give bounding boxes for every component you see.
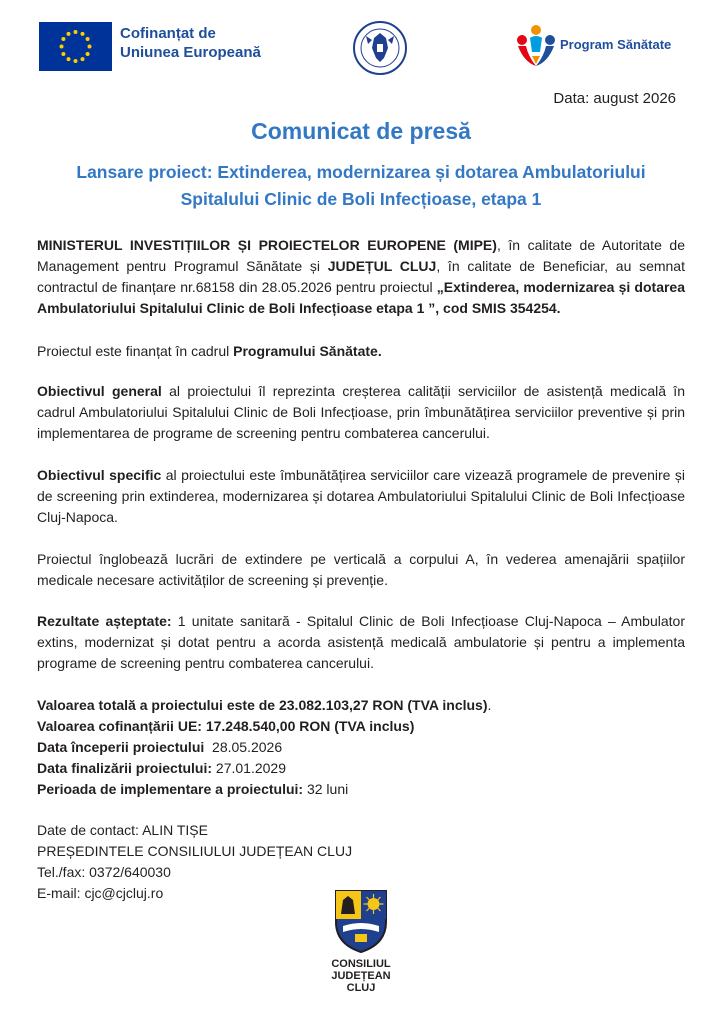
contact-email[interactable]: E-mail: cjc@cjcluj.ro — [37, 885, 164, 901]
total-value-line — [37, 695, 491, 716]
end-date-value: 27.01.2029 — [212, 760, 286, 776]
financing-paragraph — [37, 341, 685, 362]
intro-beneficiary: JUDEȚUL CLUJ — [327, 258, 437, 274]
end-date-line — [37, 758, 286, 779]
eu-value: Valoarea cofinanțării UE: 17.248.540,00 RON (TVA inclus) — [37, 718, 415, 734]
contact-phone: Tel./fax: 0372/640030 — [37, 864, 171, 880]
program-sanatate-label: Program Sănătate — [560, 37, 672, 52]
date-label: Data: august 2026 — [553, 90, 676, 107]
eu-text-line2: Uniunea Europeană — [120, 44, 261, 61]
works-paragraph: Proiectul înglobează lucrări de extindere pe verticală a corpului A, în vederea amenajării spațiilor medicale necesare activităților de screening și prevenție. — [37, 551, 685, 588]
contact-name: Date de contact: ALIN TIȘE — [37, 822, 208, 838]
general-objective-label: Obiectivul general — [37, 383, 162, 399]
total-value: Valoarea totală a proiectului este de 23.082.103,27 RON (TVA inclus) — [37, 697, 488, 713]
eu-text-line1: Cofinanțat de — [120, 25, 216, 42]
general-objective-paragraph — [37, 381, 685, 444]
program-sanatate-logo-icon — [514, 22, 558, 70]
results-text: 1 unitate sanitară - Spitalul Clinic de Boli Infecțioase Cluj-Napoca – Ambulator extins, modernizat și dotat pentru a acorda asistență medicală ambulatorie și pentru a implementa programe de screening pentru combaterea cancerului. — [37, 613, 685, 671]
intro-text1: , în calitate de Autoritate de Management pentru Programul Sănătate și — [37, 237, 685, 274]
start-date-line — [37, 737, 282, 758]
eu-flag-icon — [39, 22, 112, 71]
intro-project-name: „Extinderea, modernizarea și dotarea Ambulatoriului Spitalului Clinic de Boli Infecțioase etapa 1 ”, cod SMIS 354254. — [37, 279, 685, 316]
eu-value-line — [37, 716, 414, 737]
subtitle-line2: Spitalului Clinic de Boli Infecțioase, etapa 1 — [180, 189, 542, 209]
period-label: Perioada de implementare a proiectului: — [37, 781, 304, 797]
subtitle-line1: Lansare proiect: Extinderea, modernizarea și dotarea Ambulatoriului — [76, 162, 646, 182]
period-value: 32 luni — [303, 781, 349, 797]
end-date-label: Data finalizării proiectului: — [37, 760, 213, 776]
intro-text2: , în calitate de Beneficiar, au semnat contractul de finanțare nr.68158 din 28.05.2026 pentru proiectul — [37, 258, 685, 295]
general-objective-text: al proiectului îl reprezinta creșterea calității serviciilor de asistență medicală în cadrul Ambulatoriului Spitalului Clinic de Boli Infecțioase, prin îmbunătățirea serviciilor preventive și prin implementarea de programe de screening pentru combaterea cancerului. — [37, 383, 685, 441]
start-date-value: 28.05.2026 — [204, 739, 283, 755]
results-paragraph — [37, 611, 685, 674]
financing-program: Programului Sănătate. — [233, 343, 382, 359]
footer-line1: CONSILIUL — [331, 958, 391, 970]
contact-title: PREȘEDINTELE CONSILIULUI JUDEȚEAN CLUJ — [37, 843, 353, 859]
cluj-county-crest-icon — [333, 888, 389, 954]
eu-cofinancing-label — [120, 24, 261, 62]
page-subtitle — [30, 159, 692, 213]
cluj-county-council-label — [0, 958, 722, 994]
total-value-end: . — [487, 697, 492, 713]
intro-paragraph — [37, 235, 685, 319]
specific-objective-label: Obiectivul specific — [37, 467, 162, 483]
results-label: Rezultate așteptate: — [37, 613, 172, 629]
footer-line3: CLUJ — [346, 982, 376, 994]
footer-line2: JUDEȚEAN — [331, 970, 391, 982]
period-line — [37, 779, 348, 800]
specific-objective-paragraph — [37, 465, 685, 528]
specific-objective-text: al proiectului este îmbunătățirea serviciilor care vizează programele de prevenire și de screening prin extinderea, modernizarea și dotarea Ambulatoriului Spitalului Clinic de Boli Infecțioase Cluj-Napoca. — [37, 467, 685, 525]
page-title: Comunicat de presă — [251, 118, 471, 144]
romanian-government-emblem-icon — [352, 20, 408, 76]
intro-mipe: MINISTERUL INVESTIȚIILOR ȘI PROIECTELOR EUROPENE (MIPE) — [37, 237, 497, 253]
financing-text: Proiectul este finanțat în cadrul — [37, 343, 234, 359]
start-date-label: Data începerii proiectului — [37, 739, 205, 755]
